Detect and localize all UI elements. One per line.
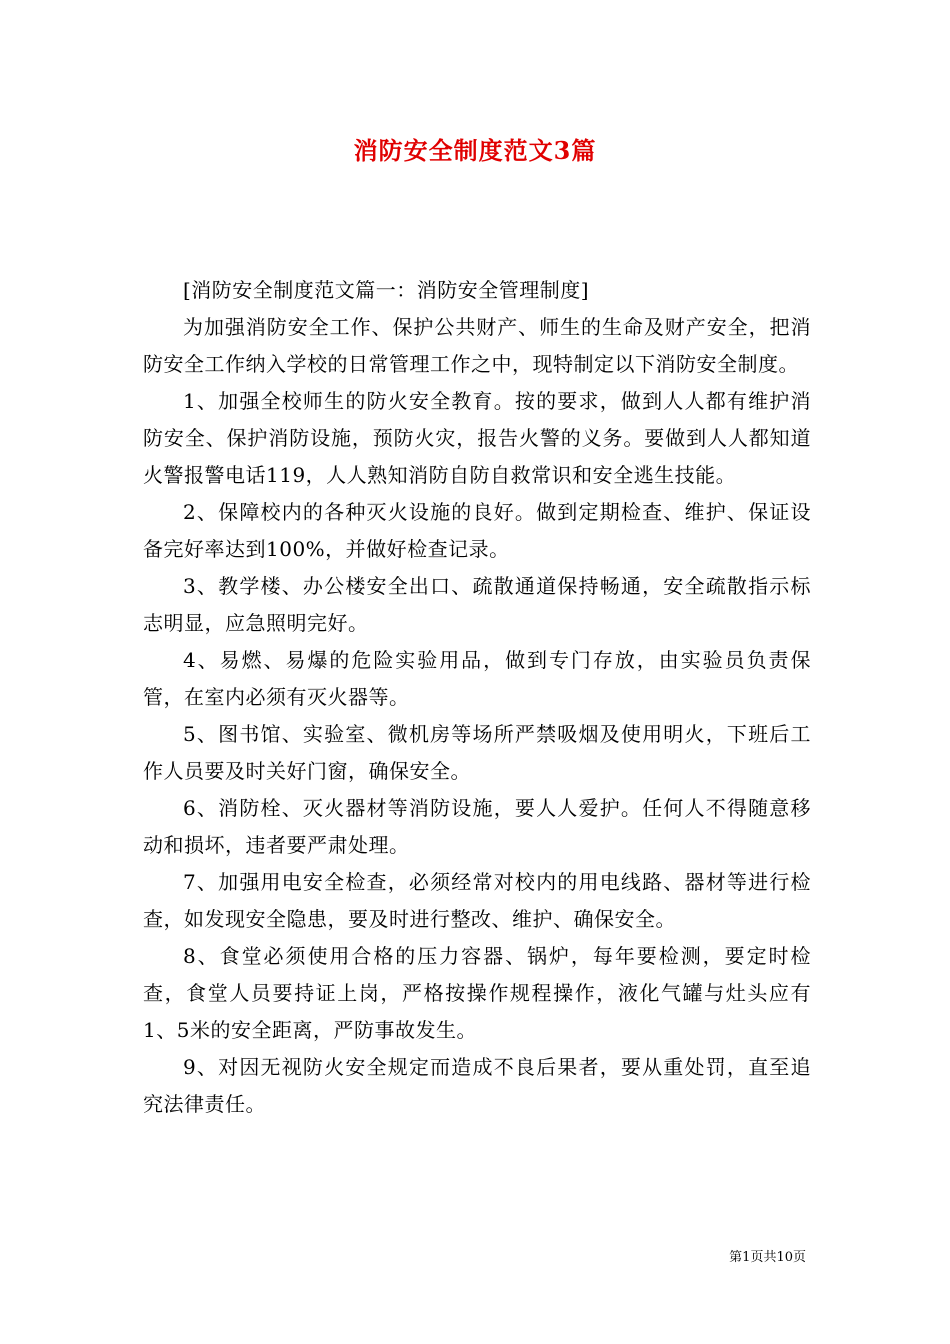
rule-paragraph-9: 9、对因无视防火安全规定而造成不良后果者，要从重处罚，直至追究法律责任。 xyxy=(143,1055,811,1116)
section-heading: [消防安全制度范文篇一：消防安全管理制度] xyxy=(183,278,590,302)
intro-paragraph: 为加强消防安全工作、保护公共财产、师生的生命及财产安全，把消防安全工作纳入学校的日常管理工作之中，现特制定以下消防安全制度。 xyxy=(143,315,811,376)
rule-paragraph-5: 5、图书馆、实验室、微机房等场所严禁吸烟及使用明火，下班后工作人员要及时关好门窗，确保安全。 xyxy=(143,722,811,783)
rule-paragraph-2: 2、保障校内的各种灭火设施的良好。做到定期检查、维护、保证设备完好率达到100%，并做好检查记录。 xyxy=(143,500,811,561)
document-title: 消防安全制度范文3篇 xyxy=(353,136,597,165)
rule-paragraph-8: 8、食堂必须使用合格的压力容器、锅炉，每年要检测，要定时检查，食堂人员要持证上岗，严格按操作规程操作，液化气罐与灶头应有1、5米的安全距离，严防事故发生。 xyxy=(143,944,811,1042)
rule-paragraph-6: 6、消防栓、灭火器材等消防设施，要人人爱护。任何人不得随意移动和损坏，违者要严肃处理。 xyxy=(143,796,811,857)
rule-paragraph-3: 3、教学楼、办公楼安全出口、疏散通道保持畅通，安全疏散指示标志明显，应急照明完好。 xyxy=(143,574,811,635)
rule-paragraph-4: 4、易燃、易爆的危险实验用品，做到专门存放，由实验员负责保管，在室内必须有灭火器等。 xyxy=(143,648,811,709)
rule-paragraph-7: 7、加强用电安全检查，必须经常对校内的用电线路、器材等进行检查，如发现安全隐患，要及时进行整改、维护、确保安全。 xyxy=(143,870,811,931)
page-footer: 第1页共10页 xyxy=(729,1250,806,1265)
rule-paragraph-1: 1、加强全校师生的防火安全教育。按的要求，做到人人都有维护消防安全、保护消防设施，预防火灾，报告火警的义务。要做到人人都知道火警报警电话119，人人熟知消防自防自救常识和安全逃生技能。 xyxy=(143,389,811,487)
document-body xyxy=(143,272,811,1123)
